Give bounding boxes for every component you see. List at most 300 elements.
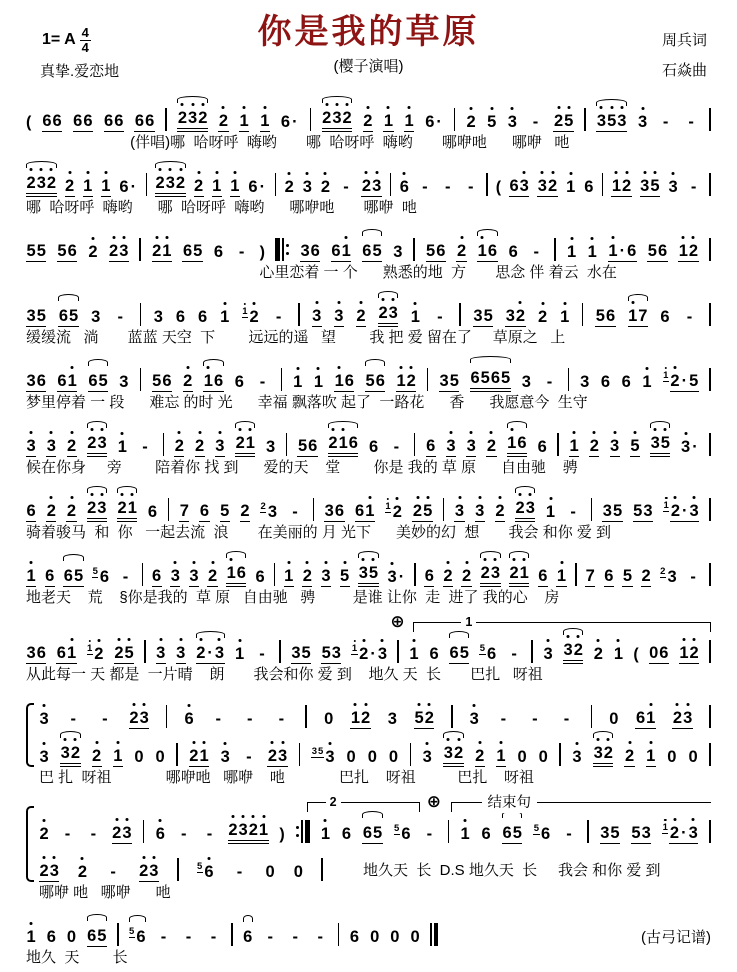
note — [505, 307, 525, 327]
note-core — [688, 748, 698, 767]
lyrics-row: 缓缓流 淌 蓝蓝 天空 下 远远的遥 望 我 把 爱 留在了 草原之 上 — [26, 329, 566, 346]
music-row — [26, 289, 711, 327]
note-core — [156, 644, 166, 664]
note-digit: 1 — [477, 242, 487, 261]
note-digit: 3 — [490, 564, 500, 583]
note-core — [291, 644, 311, 664]
note — [152, 372, 172, 392]
note-digit: 2 — [328, 434, 338, 453]
music-system-9 — [26, 614, 711, 686]
note — [175, 308, 185, 327]
note-digit: 2 — [183, 372, 193, 391]
note-core — [324, 710, 334, 729]
note-core — [613, 645, 623, 664]
note-core — [152, 372, 172, 392]
note-digit: 5 — [368, 564, 379, 583]
note — [584, 178, 594, 197]
note-digit: 1 — [385, 501, 391, 513]
barline — [709, 368, 711, 391]
note-digit: 2 — [207, 567, 218, 586]
note — [481, 825, 491, 844]
note-core — [267, 747, 287, 767]
note — [300, 242, 320, 262]
note-digit: 5 — [426, 242, 436, 261]
note-core — [320, 178, 330, 197]
note-digit: 1 — [101, 177, 111, 196]
note-digit: 6 — [87, 927, 97, 946]
note-core — [537, 438, 547, 457]
note-digit: 2 — [46, 502, 56, 521]
note-digit: 2 — [689, 644, 699, 663]
note-digit: 2 — [322, 109, 332, 128]
note — [174, 437, 184, 457]
barline — [531, 640, 533, 663]
note — [239, 112, 249, 132]
note-core — [487, 113, 497, 132]
note-digit: 6 — [537, 438, 547, 457]
note-digit: 1 — [313, 373, 324, 392]
slur-arc — [58, 294, 78, 301]
note-core — [363, 112, 373, 132]
note-core — [94, 645, 104, 664]
barline — [414, 433, 416, 456]
note — [635, 709, 655, 729]
note — [312, 307, 322, 327]
note-digit: 7 — [179, 502, 189, 521]
note-digit: 2 — [189, 747, 199, 766]
note-core — [487, 645, 497, 664]
note-core — [630, 437, 640, 457]
note-digit: 5 — [197, 861, 203, 873]
note-core — [87, 927, 107, 947]
note — [340, 567, 350, 587]
note — [119, 373, 129, 392]
note-digit: 5 — [647, 242, 657, 261]
note-digit: 2 — [593, 645, 603, 664]
note-core — [328, 434, 359, 457]
note-core — [585, 567, 595, 587]
note-digit: 2 — [495, 502, 505, 521]
note-digit: 2 — [109, 242, 119, 261]
note-core — [422, 748, 432, 767]
note-digit: 2 — [174, 437, 184, 456]
barline — [602, 173, 604, 196]
note — [248, 178, 267, 197]
duration-dash: - — [292, 503, 298, 522]
note — [26, 242, 46, 262]
note-core — [196, 644, 225, 664]
grace-note — [533, 824, 539, 835]
note-digit: 2 — [94, 645, 104, 664]
volta-bracket-1 — [413, 615, 711, 632]
note-digit: 6 — [147, 503, 158, 522]
note-digit: 2 — [361, 709, 371, 728]
note-digit: 2 — [39, 862, 49, 881]
note-digit: 3 — [332, 109, 342, 128]
note-digit: 1 — [230, 177, 240, 196]
note-digit: 2 — [486, 437, 497, 456]
note — [355, 502, 375, 522]
note-digit: 1 — [117, 438, 127, 457]
note-core — [230, 177, 240, 197]
barline — [448, 820, 450, 843]
note-digit: 5 — [220, 502, 230, 521]
note-digit: 3 — [358, 564, 368, 583]
barline — [709, 303, 711, 326]
note-core — [429, 645, 439, 664]
slur-arc — [243, 915, 253, 922]
note-core — [101, 177, 111, 197]
note-core — [155, 174, 186, 197]
note-digit: 5 — [487, 113, 497, 132]
note — [334, 372, 354, 392]
note-core — [87, 434, 107, 457]
note-core — [234, 373, 244, 392]
note-digit: 3 — [149, 862, 159, 881]
note-digit: 3 — [505, 307, 515, 326]
note — [596, 112, 627, 132]
note-digit: 6 — [635, 709, 646, 728]
note-digit: 2 — [112, 824, 122, 843]
note — [114, 644, 134, 664]
note — [672, 709, 692, 729]
note-digit: 1 — [66, 644, 77, 663]
duration-dash: - — [532, 113, 539, 132]
music-system-2 — [26, 159, 711, 219]
note-core — [39, 825, 49, 844]
note-core — [267, 503, 277, 522]
note — [566, 243, 576, 262]
note — [45, 567, 55, 587]
note — [477, 242, 497, 262]
note-core — [461, 567, 471, 587]
note-digit: 2 — [66, 502, 77, 521]
barline — [451, 705, 453, 728]
barline — [459, 303, 461, 326]
note — [621, 373, 631, 392]
note-core — [556, 567, 566, 587]
note-core — [234, 645, 244, 664]
note-digit: 2 — [235, 434, 245, 453]
transcriber-note: (古弓记谱) — [641, 929, 711, 946]
note — [170, 567, 180, 587]
note-digit: 0 — [688, 748, 698, 767]
note-core — [83, 177, 93, 197]
note-core — [117, 438, 127, 457]
note — [196, 644, 225, 664]
note-digit: 3 — [443, 744, 453, 763]
note-digit: 5 — [193, 242, 203, 261]
note-digit: 3 — [388, 304, 398, 323]
note-core — [194, 177, 204, 197]
note-digit: 6 — [449, 644, 459, 663]
note-digit: 0 — [667, 748, 677, 767]
barline — [709, 743, 711, 766]
note-core — [424, 567, 434, 587]
note-digit: 1 — [365, 502, 375, 521]
note-digit: 3 — [537, 177, 547, 196]
note-core — [255, 568, 265, 587]
note-digit: 2 — [361, 177, 372, 196]
note-core — [113, 747, 123, 767]
note-core — [197, 308, 207, 327]
dotted-note-dot: · — [130, 178, 137, 197]
note-core — [670, 372, 699, 392]
music-row — [26, 419, 711, 457]
barline — [275, 173, 277, 196]
note-core — [153, 308, 163, 327]
duration-dash: - — [467, 178, 474, 197]
note-digit: 2 — [641, 567, 651, 586]
barline — [557, 433, 559, 456]
note-core — [26, 437, 36, 457]
note-digit: 5 — [69, 307, 79, 326]
note-digit: 2 — [466, 113, 476, 132]
note-core — [412, 502, 432, 522]
note-core — [473, 307, 493, 327]
note-digit: 6 — [348, 434, 358, 453]
barline — [709, 238, 711, 261]
note — [660, 308, 670, 327]
barline — [709, 705, 711, 728]
note-digit: 0 — [390, 928, 400, 947]
note-digit: 2 — [480, 564, 490, 583]
lyrics-row: 候在你身 旁 陪着你 找 到 爱的天 堂 你是 我的 草 原 自由驰 骋 — [26, 459, 578, 476]
barline — [313, 498, 315, 521]
note-digit: 1 — [338, 434, 348, 453]
note-digit: 1 — [663, 370, 669, 382]
duration-dash: - — [185, 928, 192, 947]
note — [362, 824, 382, 844]
performer-subtitle: (樱子演唱) — [333, 58, 404, 76]
note-digit: 5 — [512, 824, 522, 843]
note — [667, 748, 677, 767]
note-core — [349, 928, 359, 947]
note — [284, 567, 294, 587]
note — [182, 242, 202, 262]
note-digit: 5 — [459, 644, 469, 663]
music-system-8 — [26, 549, 711, 609]
note-digit: 5 — [607, 112, 617, 131]
note — [104, 112, 124, 132]
note — [600, 824, 620, 844]
note-digit: 6 — [114, 112, 124, 131]
note — [101, 177, 111, 197]
note — [179, 502, 189, 522]
note-core — [538, 748, 548, 767]
note-core — [495, 502, 505, 522]
note — [443, 744, 463, 767]
note — [443, 567, 453, 587]
note-digit: 2 — [670, 372, 680, 391]
music-row — [39, 691, 711, 729]
duration-dash: - — [122, 568, 129, 587]
grace-note — [385, 502, 391, 513]
note-digit: 1 — [560, 308, 570, 327]
note — [358, 564, 378, 587]
dotted-note-dot: · — [619, 242, 626, 261]
note-digit: 2 — [392, 503, 402, 522]
note-digit: 0 — [410, 928, 420, 947]
note-core — [170, 567, 180, 587]
note-digit: 1 — [409, 645, 419, 664]
note-digit: 2 — [196, 644, 206, 663]
duration-dash: - — [236, 863, 243, 882]
note-core — [26, 502, 36, 522]
note-digit: 3 — [39, 710, 49, 729]
note-core — [340, 567, 350, 587]
music-system-7 — [26, 484, 711, 544]
note-core — [183, 372, 193, 392]
credits — [662, 26, 707, 86]
note — [649, 644, 669, 664]
note-core — [646, 747, 656, 767]
note — [195, 437, 205, 457]
note-core — [109, 242, 129, 262]
note-core — [409, 645, 419, 664]
barline — [709, 433, 711, 456]
note-core — [322, 109, 353, 132]
note-core — [466, 113, 476, 132]
note-core — [584, 178, 594, 197]
note-digit: 1 — [642, 373, 652, 392]
parenthesis: ( — [26, 114, 32, 131]
note-digit: 3 — [36, 174, 46, 193]
duration-dash: - — [690, 178, 697, 197]
note-digit: 6 — [362, 824, 373, 843]
note-core — [39, 710, 49, 729]
note-digit: 1 — [646, 747, 656, 766]
note — [242, 308, 259, 327]
note-core — [426, 437, 436, 457]
note-core — [325, 748, 335, 767]
grace-note — [660, 567, 666, 578]
duration-dash: - — [393, 438, 400, 457]
music-row — [26, 549, 711, 587]
music-row — [39, 729, 711, 767]
note-digit: 3 — [466, 437, 476, 456]
note — [280, 113, 299, 132]
note — [46, 502, 56, 522]
note-digit: 1 — [613, 645, 624, 664]
note — [608, 242, 637, 262]
note — [117, 438, 127, 457]
barline — [591, 705, 593, 728]
note — [152, 242, 172, 262]
note-digit: 3 — [97, 434, 107, 453]
note — [466, 113, 476, 132]
note — [646, 747, 656, 767]
note-digit: 5 — [301, 644, 311, 663]
barline — [486, 173, 488, 196]
note-core — [320, 825, 330, 844]
song-title: 你是我的草原 — [257, 13, 480, 51]
note-core — [475, 747, 485, 767]
note-digit: 6 — [243, 928, 253, 947]
note — [378, 304, 398, 327]
note — [538, 748, 548, 767]
note-digit: 6 — [88, 372, 98, 391]
note-digit: 3 — [46, 437, 56, 456]
note-core — [46, 928, 56, 947]
note-core — [350, 709, 370, 729]
note-core — [593, 744, 613, 767]
note — [220, 502, 230, 522]
note — [611, 177, 631, 197]
note-digit: 5 — [479, 643, 486, 655]
note-core — [284, 567, 294, 587]
note — [460, 825, 470, 844]
barline — [397, 640, 399, 663]
note — [87, 499, 107, 522]
note — [63, 567, 83, 587]
note-digit: 3 — [215, 437, 225, 456]
note — [260, 112, 270, 132]
note-digit: 5 — [152, 372, 162, 391]
note-digit: 3 — [91, 308, 101, 327]
dotted-note-dot: · — [682, 502, 688, 521]
note-core — [341, 825, 351, 844]
note — [255, 568, 265, 587]
note-digit: 3 — [422, 748, 432, 767]
note-core — [39, 862, 59, 882]
music-row — [39, 844, 711, 882]
grace-note — [351, 644, 357, 655]
note-core — [660, 308, 670, 327]
duration-dash: - — [238, 243, 245, 262]
note-core — [204, 863, 214, 882]
note-digit: 0 — [293, 863, 303, 882]
note — [507, 113, 517, 132]
lyrics-row: 哪 哈呀呼 嗨哟 哪 哈呀呼 嗨哟 哪咿吔 哪咿 吔 — [26, 199, 417, 216]
note-core — [365, 372, 385, 392]
note-core — [67, 437, 77, 457]
lyrics-row: 心里恋着 一 个 熟悉的地 方 思念 伴 着云 水在 — [26, 264, 617, 281]
note-digit: 5 — [650, 177, 660, 196]
volta-number: 1 — [461, 615, 476, 630]
duration-dash: - — [259, 373, 266, 392]
grace-note — [92, 567, 98, 578]
note-digit: 1 — [566, 243, 577, 262]
note-core — [439, 372, 459, 392]
duration-dash: - — [511, 645, 517, 664]
note — [26, 928, 36, 947]
note-digit: 2 — [443, 567, 453, 586]
barline — [305, 705, 307, 728]
expression-marking: 真挚.爱恋地 — [40, 63, 120, 80]
note — [320, 178, 330, 197]
duration-dash: - — [180, 825, 187, 844]
score-header — [26, 8, 711, 94]
duration-dash: - — [110, 863, 116, 882]
slur-arc — [63, 554, 83, 561]
note-core — [331, 242, 351, 262]
note-digit: 5 — [373, 824, 383, 843]
duration-dash: - — [445, 178, 451, 197]
note-digit: 1 — [199, 747, 209, 766]
note-digit: 6 — [490, 369, 500, 388]
note — [560, 308, 570, 327]
note-core — [650, 434, 670, 457]
note — [46, 928, 56, 947]
note-digit: 2 — [359, 645, 369, 664]
music-system-10 — [26, 691, 711, 789]
note-digit: 3 — [668, 178, 678, 197]
note-digit: 0 — [265, 863, 275, 882]
note-digit: 6 — [234, 373, 244, 392]
note — [324, 502, 344, 522]
annotations — [26, 792, 711, 816]
